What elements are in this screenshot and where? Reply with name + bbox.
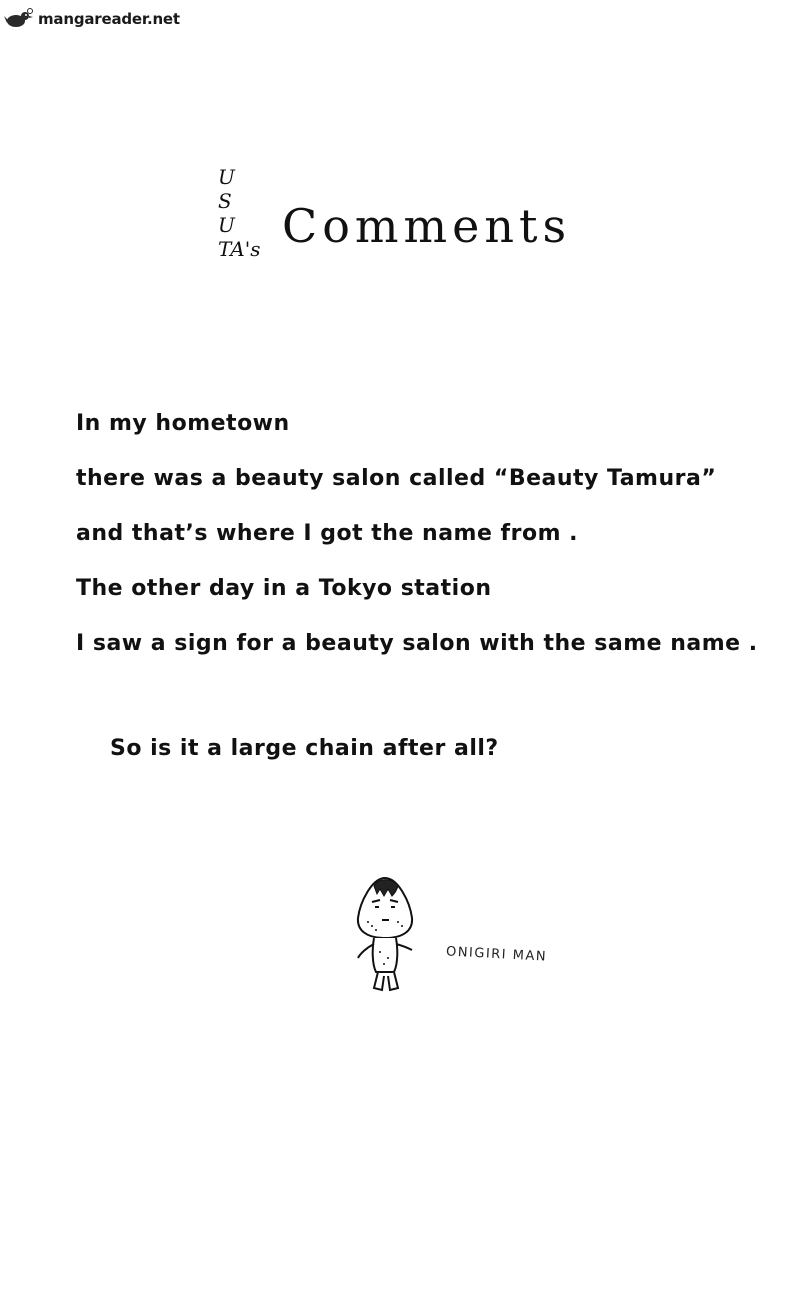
name-letter: U bbox=[218, 165, 235, 189]
onigiri-man-icon bbox=[350, 872, 420, 998]
name-letter: S bbox=[218, 189, 232, 213]
name-letter: TA's bbox=[218, 237, 261, 261]
comment-body bbox=[76, 400, 786, 675]
watermark-text: mangareader.net bbox=[38, 10, 180, 28]
comment-line: I saw a sign for a beauty salon with the same name . bbox=[76, 631, 758, 656]
closing-question: So is it a large chain after all? bbox=[110, 736, 499, 761]
comment-line: In my hometown bbox=[76, 411, 290, 436]
page-title: Comments bbox=[282, 199, 572, 253]
author-name-vertical bbox=[218, 165, 266, 285]
name-letter: U bbox=[218, 213, 235, 237]
comment-line: The other day in a Tokyo station bbox=[76, 576, 492, 601]
comment-line: and that’s where I got the name from . bbox=[76, 521, 579, 546]
mascot-label: ONIGIRI MAN bbox=[445, 944, 548, 965]
watermark bbox=[4, 6, 180, 32]
comments-heading bbox=[210, 165, 570, 285]
bird-logo-icon bbox=[4, 7, 34, 31]
comment-line: there was a beauty salon called “Beauty Tamura” bbox=[76, 466, 717, 491]
